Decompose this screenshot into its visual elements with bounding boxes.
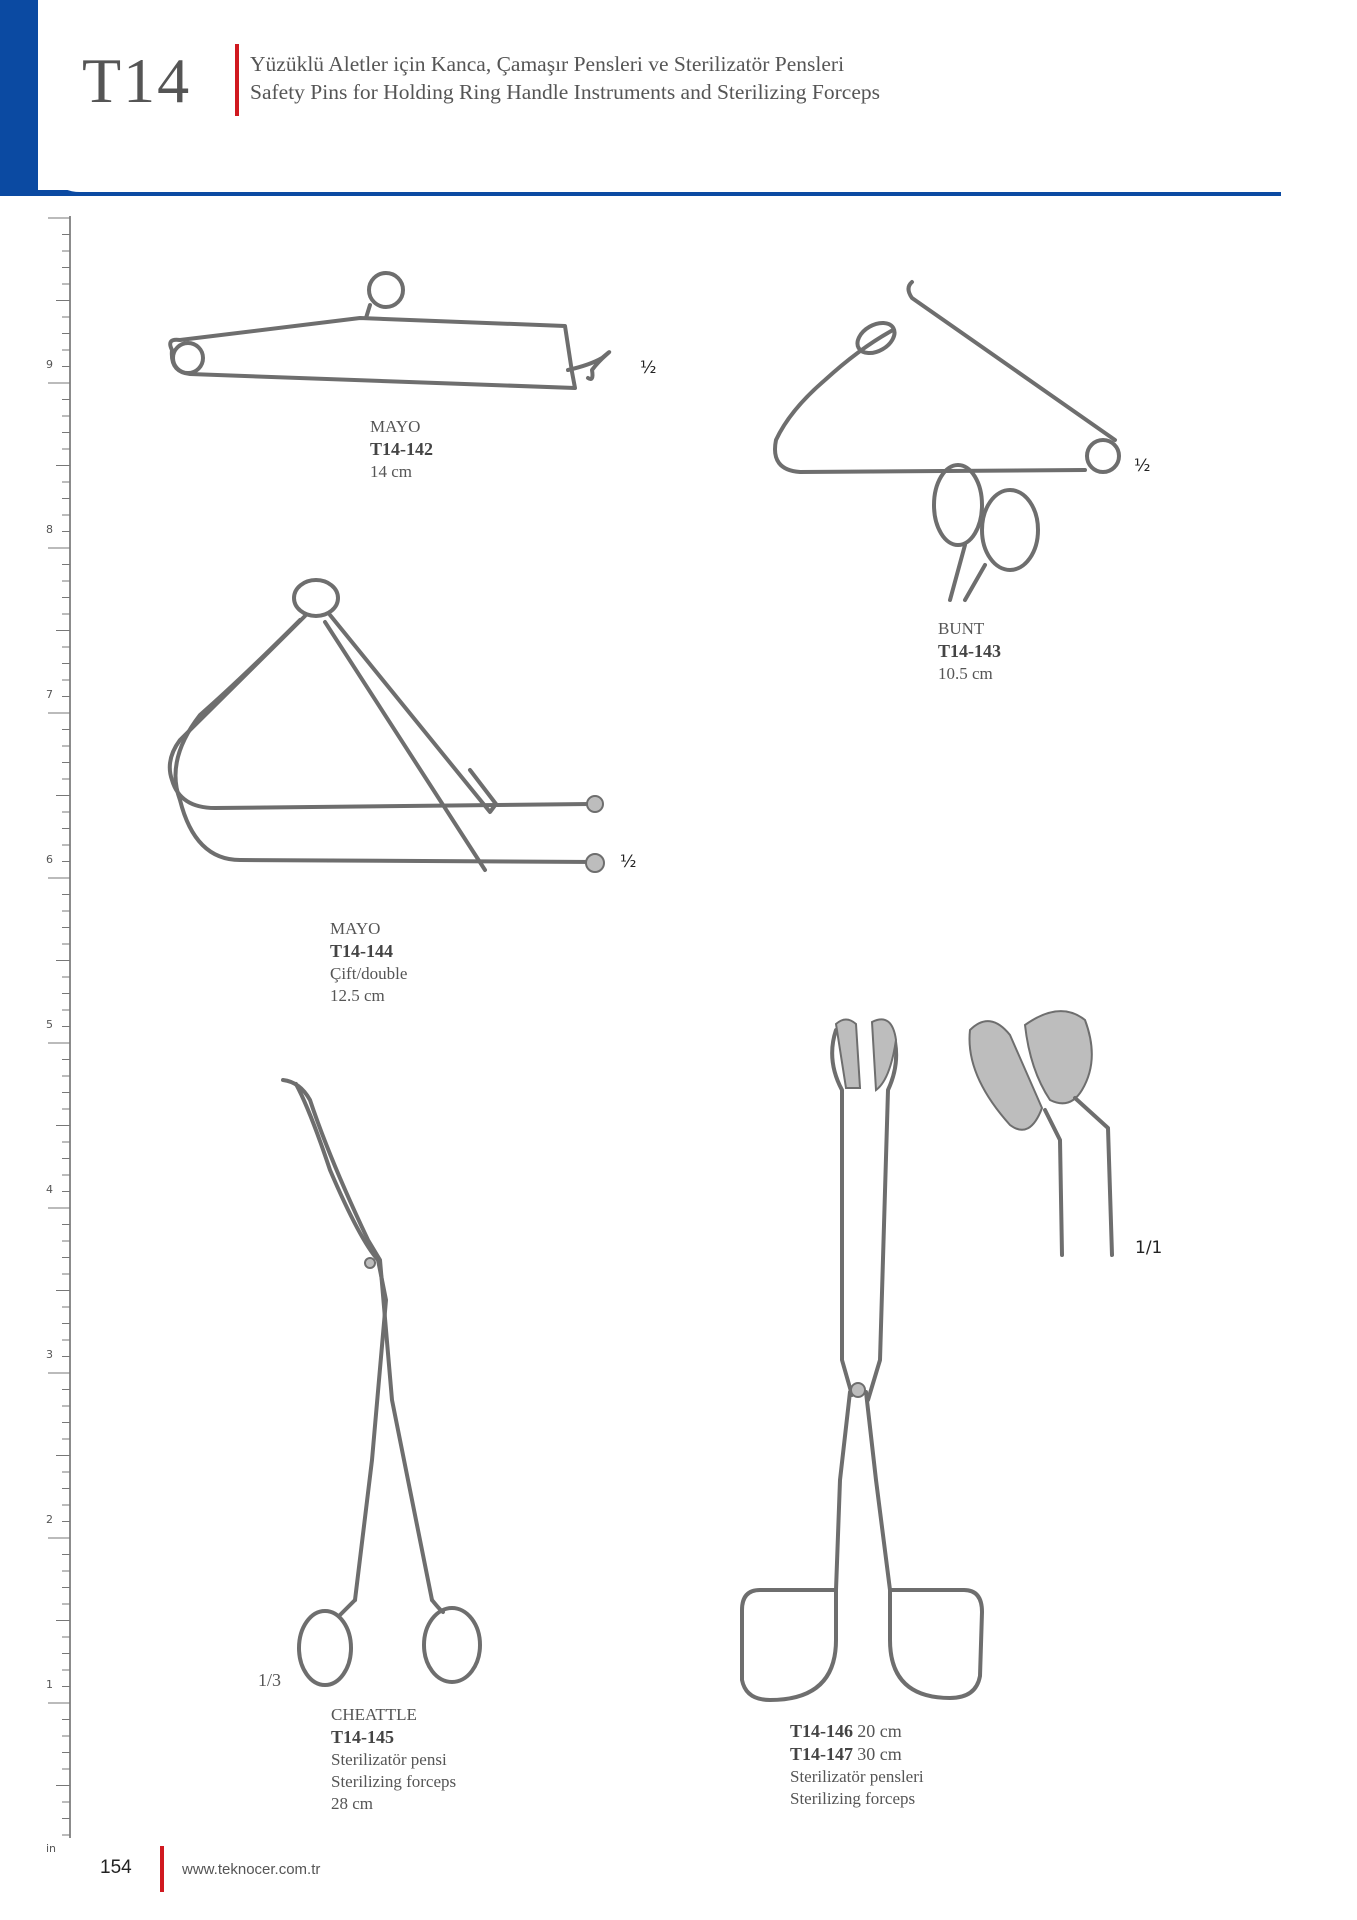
product-name: CHEATTLE — [331, 1705, 417, 1724]
product-size: 10.5 cm — [938, 664, 993, 683]
product-code-b: T14-147 — [790, 1744, 853, 1764]
product-label-t14-142 — [370, 416, 433, 483]
ruler-unit: in — [46, 1842, 57, 1855]
product-code: T14-143 — [938, 641, 1001, 661]
ruler-label-7: 7 — [46, 688, 53, 701]
product-size: 14 cm — [370, 462, 413, 481]
ruler-label-8: 8 — [46, 523, 53, 536]
product-code: T14-145 — [331, 1727, 394, 1747]
scale-detail: 1/1 — [1135, 1238, 1163, 1258]
product-size-b: 30 cm — [857, 1744, 902, 1764]
mayo-pin-image — [170, 273, 609, 388]
product-code: T14-144 — [330, 941, 393, 961]
product-desc-tr: Sterilizatör pensleri — [790, 1767, 924, 1786]
product-size: 12.5 cm — [330, 986, 385, 1005]
footer-url-link[interactable]: www.teknocer.com.tr — [182, 1861, 321, 1878]
section-code: T14 — [82, 45, 192, 116]
product-code-a: T14-146 — [790, 1721, 853, 1741]
page-number: 154 — [100, 1857, 132, 1878]
product-name: MAYO — [330, 919, 381, 938]
scale-bunt-143: ½ — [1134, 456, 1151, 476]
mayo-double-pin-image — [170, 580, 604, 872]
ruler-label-4: 4 — [46, 1183, 53, 1196]
forceps-jaw-detail-image — [970, 1011, 1113, 1255]
ruler-label-1: 1 — [46, 1678, 53, 1691]
footer-divider — [160, 1846, 164, 1892]
product-desc-tr: Sterilizatör pensi — [331, 1750, 447, 1769]
product-label-t14-144 — [330, 918, 407, 1007]
product-label-t14-146-147 — [790, 1720, 924, 1810]
product-code: T14-142 — [370, 439, 433, 459]
section-title-tr: Yüzüklü Aletler için Kanca, Çamaşır Pensleri ve Sterilizatör Pensleri — [250, 52, 845, 76]
product-label-t14-145 — [331, 1704, 456, 1815]
section-title-en: Safety Pins for Holding Ring Handle Instruments and Sterilizing Forceps — [250, 80, 880, 104]
ruler-label-5: 5 — [46, 1018, 53, 1031]
sterilizing-forceps-image — [742, 1019, 982, 1700]
product-desc-en: Sterilizing forceps — [790, 1789, 916, 1808]
ruler-label-6: 6 — [46, 853, 53, 866]
scale-mayo-144: ½ — [620, 852, 637, 872]
scale-cheattle-145: 1/3 — [258, 1670, 282, 1690]
scale-mayo-142: ½ — [640, 358, 657, 378]
bunt-pin-image — [775, 282, 1119, 600]
ruler-label-2: 2 — [46, 1513, 53, 1526]
product-size: 28 cm — [331, 1794, 374, 1813]
product-size-a: 20 cm — [857, 1721, 902, 1741]
product-desc-en: Sterilizing forceps — [331, 1772, 457, 1791]
product-name: BUNT — [938, 619, 985, 638]
cheattle-forceps-image — [283, 1080, 480, 1685]
product-variant: Çift/double — [330, 964, 408, 983]
product-name: MAYO — [370, 417, 421, 436]
ruler-label-9: 9 — [46, 358, 53, 371]
product-label-t14-143 — [938, 618, 1001, 685]
ruler-label-3: 3 — [46, 1348, 53, 1361]
